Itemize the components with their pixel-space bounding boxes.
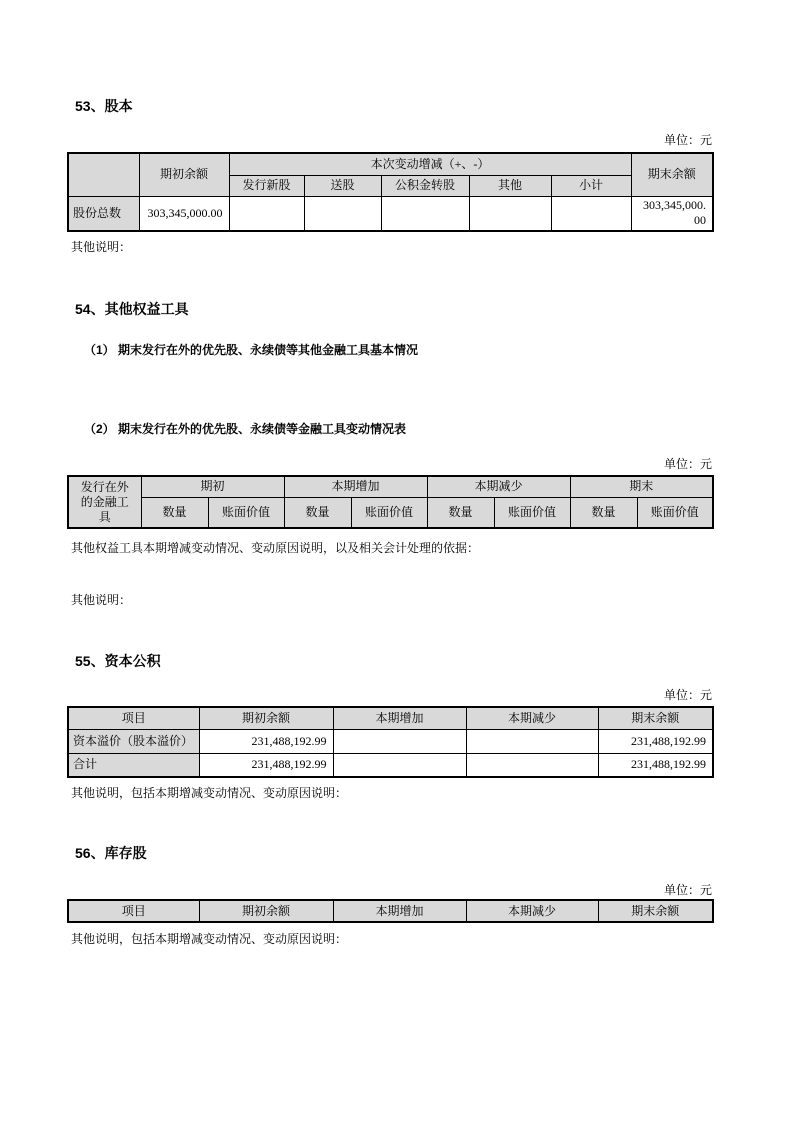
table-row (68, 196, 713, 231)
closing-balance-cell: 231,488,192.99 (598, 729, 713, 753)
treasury-stock-table (67, 899, 714, 923)
section-54-other-note: 其他说明： (71, 593, 132, 607)
opening-carrying-value-header: 账面价值 (208, 497, 284, 528)
closing-balance-header: 期末余额 (598, 900, 713, 922)
reserve-to-shares-cell (381, 196, 469, 231)
item-header: 项目 (68, 707, 199, 729)
opening-balance-cell: 231,488,192.99 (199, 729, 333, 753)
subtotal-header: 小计 (551, 175, 631, 196)
section-55-unit-label: 单位：元 (663, 688, 712, 702)
other-cell (469, 196, 551, 231)
total-label-cell: 合计 (68, 753, 199, 777)
section-56-heading: 56、库存股 (75, 845, 147, 861)
section-53-note: 其他说明： (71, 240, 132, 254)
opening-balance-cell: 231,488,192.99 (199, 753, 333, 777)
decrease-group-header: 本期减少 (427, 476, 570, 497)
increase-cell (333, 729, 466, 753)
table-row (68, 729, 713, 753)
opening-balance-header: 期初余额 (139, 153, 229, 196)
bonus-shares-header: 送股 (304, 175, 381, 196)
section-55-heading: 55、资本公积 (75, 653, 161, 669)
opening-group-header: 期初 (141, 476, 284, 497)
section-54-heading: 54、其他权益工具 (75, 301, 189, 317)
increase-cell (333, 753, 466, 777)
decrease-header: 本期减少 (466, 900, 598, 922)
closing-balance-header: 期末余额 (598, 707, 713, 729)
opening-quantity-header: 数量 (141, 497, 208, 528)
section-53-unit-label: 单位：元 (663, 133, 712, 147)
increase-carrying-value-header: 账面价值 (351, 497, 427, 528)
closing-carrying-value-header: 账面价值 (637, 497, 713, 528)
corner-cell: 发行在外的金融工具 (68, 476, 141, 528)
increase-quantity-header: 数量 (284, 497, 351, 528)
bonus-shares-cell (304, 196, 381, 231)
closing-group-header: 期末 (570, 476, 713, 497)
subtotal-cell (551, 196, 631, 231)
header-row (68, 707, 713, 729)
other-header: 其他 (469, 175, 551, 196)
section-54-changes-note: 其他权益工具本期增减变动情况、变动原因说明，以及相关会计处理的依据： (71, 541, 480, 555)
other-equity-instruments-table (67, 475, 714, 529)
change-group-header: 本次变动增减（+、-） (229, 153, 631, 175)
decrease-cell (466, 729, 598, 753)
decrease-header: 本期减少 (466, 707, 598, 729)
section-54-item-2-heading: （2） 期末发行在外的优先股、永续债等金融工具变动情况表 (84, 422, 407, 436)
section-56-note: 其他说明，包括本期增减变动情况、变动原因说明： (71, 932, 348, 946)
section-54-item-1-heading: （1） 期末发行在外的优先股、永续债等其他金融工具基本情况 (84, 343, 419, 357)
opening-balance-header: 期初余额 (199, 707, 333, 729)
header-row-1 (68, 476, 713, 497)
new-shares-header: 发行新股 (229, 175, 304, 196)
row-label-cell: 股份总数 (68, 196, 139, 231)
row-label-cell: 资本溢价（股本溢价） (68, 729, 199, 753)
decrease-cell (466, 753, 598, 777)
opening-balance-header: 期初余额 (199, 900, 333, 922)
closing-balance-cell: 231,488,192.99 (598, 753, 713, 777)
reserve-to-shares-header: 公积金转股 (381, 175, 469, 196)
table-row-total (68, 753, 713, 777)
header-row-1 (68, 153, 713, 175)
closing-balance-cell: 303,345,000.00 (631, 196, 713, 231)
closing-quantity-header: 数量 (570, 497, 637, 528)
section-56-unit-label: 单位：元 (663, 883, 712, 897)
increase-header: 本期增加 (333, 707, 466, 729)
new-shares-cell (229, 196, 304, 231)
decrease-quantity-header: 数量 (427, 497, 494, 528)
share-capital-table (67, 152, 714, 232)
section-55-note: 其他说明，包括本期增减变动情况、变动原因说明： (71, 786, 348, 800)
corner-cell (68, 153, 139, 196)
increase-header: 本期增加 (333, 900, 466, 922)
closing-balance-header: 期末余额 (631, 153, 713, 196)
header-row (68, 900, 713, 922)
section-53-heading: 53、股本 (75, 98, 133, 114)
item-header: 项目 (68, 900, 199, 922)
capital-reserve-table (67, 706, 714, 778)
section-54-unit-label: 单位：元 (663, 457, 712, 471)
decrease-carrying-value-header: 账面价值 (494, 497, 570, 528)
opening-balance-cell: 303,345,000.00 (139, 196, 229, 231)
header-row-2 (68, 497, 713, 528)
increase-group-header: 本期增加 (284, 476, 427, 497)
